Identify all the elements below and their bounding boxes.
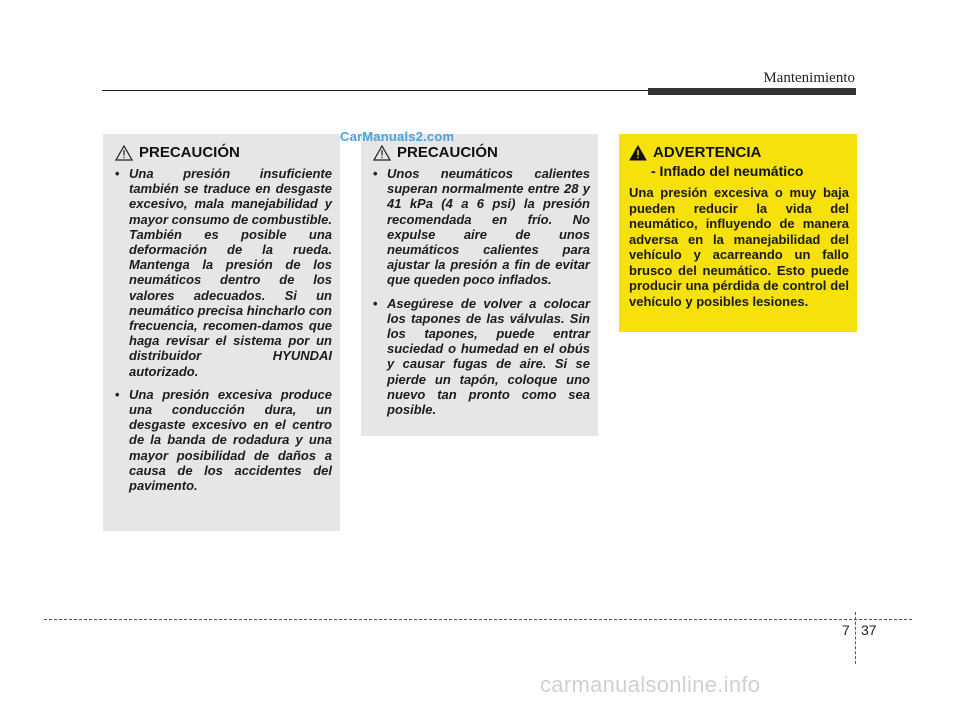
header-rule-accent (648, 88, 856, 95)
header-title: Mantenimiento (763, 70, 855, 86)
caution-item (115, 166, 332, 379)
footer-rule (44, 619, 912, 620)
caution-item (115, 387, 332, 493)
caution-title: PRECAUCIÓN (139, 144, 240, 161)
warning-triangle-icon (629, 145, 647, 161)
caution-item-text: Asegúrese de volver a colocar los tapones de las válvulas. Sin los tapones, puede entrar suciedad o humedad en el obús y causar fugas de aire. Si se pierde un tapón, coloque uno nuevo tan pronto como sea posible. (387, 295, 590, 418)
page-number: 37 (861, 622, 877, 638)
caution-item (373, 166, 590, 288)
caution-list (373, 166, 590, 417)
caution-box-2 (361, 134, 598, 436)
caution-item-text: Unos neumáticos calientes superan normalmente entre 28 y 41 kPa (4 a 6 psi) la presión recomendada en frío. No expulse aire de unos neumáticos calientes para ajustar la presión a fin de evitar que queden poco inflados. (387, 166, 590, 288)
caution-item-text: Una presión insuficiente también se traduce en desgaste excesivo, mala manejabilidad y mayor consumo de combustible. También es posible una deformación de la rueda. Mantenga la presión de los neumáticos dentro de los valores adecuados. Si un neumático precisa hincharlo con frecuencia, recomen-damos que haga revisar el sistema por un distribuidor HYUNDAI autorizado. (129, 166, 332, 379)
section-number: 7 (842, 622, 850, 638)
caution-triangle-icon (115, 145, 133, 161)
bullet-dot: • (373, 295, 378, 311)
bullet-dot: • (115, 166, 120, 181)
warning-title: ADVERTENCIA (653, 144, 762, 161)
warning-subtitle: - Inflado del neumático (651, 163, 804, 179)
caution-item-text: Una presión excesiva produce una conducción dura, un desgaste excesivo en el centro de la banda de rodadura y una mayor posibilidad de daños a causa de los accidentes del pavimento. (129, 386, 332, 494)
caution-item (373, 296, 590, 418)
caution-header (373, 144, 590, 161)
watermark-bottom: carmanualsonline.info (540, 672, 761, 697)
bullet-dot: • (115, 386, 120, 402)
header-rule (102, 90, 648, 91)
warning-body: Una presión excesiva o muy baja pueden reducir la vida del neumático, influyendo de manera adversa en la manejabilidad del vehículo y acarreando un fallo brusco del neumático. Esto puede producir una pérdida de control del vehículo y posibles lesiones. (629, 185, 849, 309)
warning-box (619, 134, 857, 332)
warning-header (629, 144, 849, 162)
caution-triangle-icon (373, 145, 391, 161)
caution-box-1 (103, 134, 340, 531)
caution-title: PRECAUCIÓN (397, 144, 498, 161)
footer-divider (855, 612, 856, 664)
watermark-link[interactable]: CarManuals2.com (340, 129, 455, 144)
caution-list (115, 166, 332, 493)
bullet-dot: • (373, 166, 378, 181)
caution-header (115, 144, 332, 161)
